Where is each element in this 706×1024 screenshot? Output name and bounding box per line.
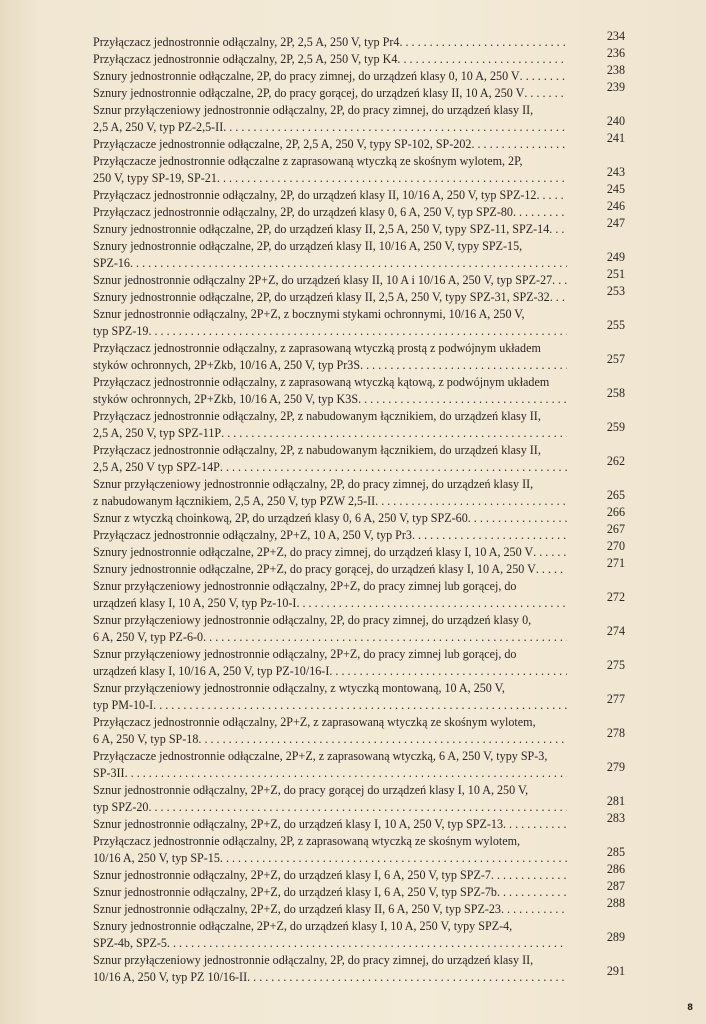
toc-page-number: 265 (606, 488, 625, 502)
toc-entry (93, 680, 625, 714)
toc-entry-text: Sznur jednostronnie odłączalny, 2P+Z, do urządzeń klasy II, 6 A, 250 V, typ SPZ-23 (93, 902, 501, 916)
toc-page-number: 289 (606, 930, 625, 944)
toc-page-number: 287 (606, 879, 625, 893)
toc-entry (93, 646, 625, 680)
dot-leader (153, 697, 567, 714)
toc-page-number: 258 (606, 386, 625, 400)
toc-entry (93, 748, 625, 782)
toc-entry-text: Sznury jednostronnie odłączalne, 2P, do urządzeń klasy II, 2,5 A, 250 V, typy SPZ-11, SPZ-14 (93, 222, 550, 236)
toc-entry-text: 6 A, 250 V, typ SP-18 (93, 732, 199, 746)
dot-leader (501, 901, 567, 918)
dot-leader (503, 816, 567, 833)
toc-entry-last-line (93, 391, 567, 408)
toc-entry-text: Sznur jednostronnie odłączalny, 2P+Z, do urządzeń klasy I, 6 A, 250 V, typ SPZ-7 (93, 868, 491, 882)
toc-page-number: 267 (606, 522, 625, 536)
dot-leader (198, 731, 567, 748)
toc-entry-text: 2,5 A, 250 V typ SPZ-14P (93, 460, 220, 474)
toc-entry-text: Przyłączacz jednostronnie odłączalny, 2P+Z, z zaprasowaną wtyczką ze skośnym wylotem, (93, 715, 536, 729)
dot-leader (217, 170, 567, 187)
toc-page-number: 253 (606, 284, 625, 298)
toc-entry-text: urządzeń klasy I, 10 A, 250 V, typ Pz-10-I (93, 596, 297, 610)
toc-entry (93, 612, 625, 646)
toc-entry-last-line (93, 561, 567, 578)
toc-page-number: 238 (606, 63, 625, 77)
dot-leader (520, 68, 567, 85)
toc-entry-last-line (93, 255, 567, 272)
toc-entry-text: Przyłączacz jednostronnie odłączalny, 2P+Z, 10 A, 250 V, typ Pr3 (93, 528, 412, 542)
toc-entry-text: Sznur przyłączeniowy jednostronnie odłączalny, 2P, do pracy zimnej, do urządzeń klasy 0, (93, 613, 532, 627)
toc-entry (93, 131, 625, 153)
toc-entry (93, 782, 625, 816)
toc-entry-text: typ SPZ-20 (93, 800, 149, 814)
toc-entry (93, 556, 625, 578)
toc-entry-text: SPZ-16 (93, 256, 130, 270)
toc-entry-text: Przyłączacz jednostronnie odłączalny, 2P, do urządzeń klasy 0, 6 A, 250 V, typ SPZ-80 (93, 205, 513, 219)
toc-entry-text: Sznury jednostronnie odłączalne, 2P, do urządzeń klasy II, 10/16 A, 250 V, typy SPZ-15, (93, 239, 523, 253)
dot-leader (550, 289, 567, 306)
toc-entry-last-line (93, 493, 567, 510)
dot-leader (220, 459, 567, 476)
toc-entry-text: Przyłączacz jednostronnie odłączalny, 2P, z nabudowanym łącznikiem, do urządzeń klasy II, (93, 443, 541, 457)
toc-page-number: 277 (606, 692, 625, 706)
toc-page-number: 241 (606, 131, 625, 145)
toc-entry (93, 29, 625, 51)
toc-page-number: 270 (606, 539, 625, 553)
toc-entry-text: Sznury jednostronnie odłączalne, 2P+Z, do pracy zimnej, do urządzeń klasy I, 10 A, 250 V (93, 545, 534, 559)
toc-entry-text: Sznur jednostronnie odłączalny, 2P+Z, do urządzeń klasy I, 6 A, 250 V, typ SPZ-7b (93, 885, 497, 899)
dot-leader (358, 391, 567, 408)
toc-page-number: 286 (606, 862, 625, 876)
dot-leader (375, 493, 567, 510)
toc-page-number: 281 (606, 794, 625, 808)
dot-leader (148, 799, 567, 816)
toc-entry-text: Sznury jednostronnie odłączalne, 2P, do pracy zimnej, do urządzeń klasy 0, 10 A, 250 V (93, 69, 520, 83)
toc-entry-last-line (93, 663, 567, 680)
toc-entry-last-line (93, 697, 567, 714)
toc-entry-text: Sznur z wtyczką choinkową, 2P, do urządzeń klasy 0, 6 A, 250 V, typ SPZ-60 (93, 511, 468, 525)
dot-leader (203, 629, 567, 646)
toc-page-number: 262 (606, 454, 625, 468)
toc-entry-text: Sznur jednostronnie odłączalny, 2P+Z, do urządzeń klasy I, 10 A, 250 V, typ SPZ-13 (93, 817, 503, 831)
toc-entry-text: Sznury jednostronnie odłączalne, 2P, do pracy gorącej, do urządzeń klasy II, 10 A, 250 V (93, 86, 525, 100)
dot-leader (148, 323, 567, 340)
toc-entry-last-line (93, 323, 567, 340)
toc-entry-last-line (93, 901, 567, 918)
toc-page-number: 245 (606, 182, 625, 196)
toc-page-number: 279 (606, 760, 625, 774)
toc-entry-text: Przyłączacz jednostronnie odłączalny, z zaprasowaną wtyczką kątową, z podwójnym układem (93, 375, 550, 389)
toc-entry-last-line (93, 799, 567, 816)
toc-entry-last-line (93, 510, 567, 527)
toc-entry (93, 578, 625, 612)
toc-page-number: 291 (606, 964, 625, 978)
toc-entry-last-line (93, 34, 567, 51)
toc-entry-text: SP-3II (93, 766, 125, 780)
dot-leader (247, 969, 567, 986)
dot-leader (513, 204, 567, 221)
toc-entry-last-line (93, 187, 567, 204)
toc-entry (93, 238, 625, 272)
toc-page-number: 243 (606, 165, 625, 179)
toc-entry (93, 408, 625, 442)
toc-entry-last-line (93, 816, 567, 833)
toc-page-number: 257 (606, 352, 625, 366)
toc-entry (93, 811, 625, 833)
toc-entry (93, 182, 625, 204)
toc-page-number: 249 (606, 250, 625, 264)
toc-entry-text: Przyłączacz jednostronnie odłączalny, 2P, do urządzeń klasy II, 10/16 A, 250 V, typ SPZ-12 (93, 188, 537, 202)
toc-entry-text: Przyłączacze jednostronnie odłączalne, 2P, 2,5 A, 250 V, typy SP-102, SP-202 (93, 137, 472, 151)
page-number: 8 (687, 1003, 693, 1013)
toc-entry (93, 153, 625, 187)
toc-entry-text: styków ochronnych, 2P+Zkb, 10/16 A, 250 V, typ Pr3S (93, 358, 361, 372)
dot-leader (468, 510, 567, 527)
toc-entry-text: Przyłączacze jednostronnie odłączalne, 2P+Z, z zaprasowaną wtyczką, 6 A, 250 V, typy SP-3, (93, 749, 548, 763)
toc-entry-last-line (93, 459, 567, 476)
dot-leader (296, 595, 567, 612)
toc-entry-last-line (93, 527, 567, 544)
toc-entry-text: Sznur przyłączeniowy jednostronnie odłączalny, 2P, do pracy zimnej, do urządzeń klasy II, (93, 103, 534, 117)
toc-entry-text: urządzeń klasy I, 10/16 A, 250 V, typ PZ-10/16-I (93, 664, 330, 678)
toc-entry-text: 10/16 A, 250 V, typ SP-15 (93, 851, 220, 865)
table-of-contents (93, 29, 625, 986)
toc-page-number: 272 (606, 590, 625, 604)
dot-leader (497, 884, 567, 901)
toc-entry-text: typ PM-10-I (93, 698, 154, 712)
toc-entry-text: 2,5 A, 250 V, typ PZ-2,5-II (93, 120, 224, 134)
toc-entry-last-line (93, 595, 567, 612)
toc-entry (93, 879, 625, 901)
toc-entry-last-line (93, 272, 567, 289)
toc-entry-last-line (93, 289, 567, 306)
toc-entry (93, 918, 625, 952)
toc-entry (93, 306, 625, 340)
toc-entry (93, 284, 625, 306)
toc-entry-last-line (93, 204, 567, 221)
toc-entry (93, 862, 625, 884)
toc-entry-last-line (93, 731, 567, 748)
toc-page-number: 240 (606, 114, 625, 128)
toc-entry-text: Przyłączacz jednostronnie odłączalny, 2P, z zaprasowaną wtyczką ze skośnym wylotem, (93, 834, 521, 848)
dot-leader (223, 119, 567, 136)
dot-leader (329, 663, 567, 680)
toc-entry-text: 6 A, 250 V, typ PZ-6-0 (93, 630, 204, 644)
toc-entry-last-line (93, 884, 567, 901)
toc-entry-text: 2,5 A, 250 V, typ SPZ-11P (93, 426, 222, 440)
toc-entry (93, 522, 625, 544)
toc-entry (93, 102, 625, 136)
toc-entry (93, 505, 625, 527)
toc-page-number: 239 (606, 80, 625, 94)
toc-page-number: 274 (606, 624, 625, 638)
toc-entry (93, 216, 625, 238)
toc-entry-text: Sznur przyłączeniowy jednostronnie odłączalny, 2P, do pracy zimnej, do urządzeń klasy II, (93, 477, 534, 491)
toc-entry-text: Sznury jednostronnie odłączalne, 2P+Z, do urządzeń klasy I, 10 A, 250 V, typy SPZ-4, (93, 919, 513, 933)
toc-entry-text: Przyłączacz jednostronnie odłączalny, 2P, 2,5 A, 250 V, typ Pr4 (93, 35, 400, 49)
dot-leader (471, 136, 567, 153)
toc-entry-last-line (93, 85, 567, 102)
toc-entry-last-line (93, 629, 567, 646)
toc-page-number: 275 (606, 658, 625, 672)
toc-entry-last-line (93, 221, 567, 238)
toc-page-number: 288 (606, 896, 625, 910)
toc-entry (93, 896, 625, 918)
dot-leader (549, 221, 567, 238)
toc-entry (93, 267, 625, 289)
toc-entry (93, 63, 625, 85)
toc-page-number: 278 (606, 726, 625, 740)
dot-leader (533, 544, 567, 561)
toc-entry (93, 374, 625, 408)
toc-page-number: 255 (606, 318, 625, 332)
toc-page-number: 234 (606, 29, 625, 43)
toc-entry (93, 833, 625, 867)
toc-page-number: 259 (606, 420, 625, 434)
dot-leader (167, 935, 567, 952)
toc-entry-last-line (93, 935, 567, 952)
toc-entry-last-line (93, 136, 567, 153)
toc-entry (93, 476, 625, 510)
toc-entry-text: Przyłączacze jednostronnie odłączalne z zaprasowaną wtyczką ze skośnym wylotem, 2P, (93, 154, 523, 168)
toc-page-number: 285 (606, 845, 625, 859)
dot-leader (221, 425, 567, 442)
toc-entry-last-line (93, 850, 567, 867)
toc-page-number: 266 (606, 505, 625, 519)
toc-entry-text: Sznur jednostronnie odłączalny, 2P+Z, z bocznymi stykami ochronnymi, 10/16 A, 250 V, (93, 307, 525, 321)
dot-leader (552, 272, 567, 289)
toc-entry-text: Sznur przyłączeniowy jednostronnie odłączalny, 2P+Z, do pracy zimnej lub gorącej, do (93, 647, 517, 661)
toc-entry (93, 952, 625, 986)
toc-entry-last-line (93, 119, 567, 136)
toc-page-number: 246 (606, 199, 625, 213)
toc-entry (93, 340, 625, 374)
toc-entry-text: Sznur przyłączeniowy jednostronnie odłączalny, 2P, do pracy zimnej, do urządzeń klasy II, (93, 953, 534, 967)
toc-entry-last-line (93, 51, 567, 68)
toc-entry-last-line (93, 357, 567, 374)
dot-leader (536, 187, 567, 204)
dot-leader (491, 867, 567, 884)
dot-leader (524, 85, 567, 102)
toc-page-number: 247 (606, 216, 625, 230)
toc-page-number: 236 (606, 46, 625, 60)
dot-leader (412, 527, 567, 544)
toc-entry-last-line (93, 544, 567, 561)
dot-leader (130, 255, 567, 272)
toc-entry (93, 714, 625, 748)
toc-entry-text: Sznur przyłączeniowy jednostronnie odłączalny, z wtyczką montowaną, 10 A, 250 V, (93, 681, 505, 695)
toc-entry-last-line (93, 170, 567, 187)
dot-leader (125, 765, 567, 782)
dot-leader (399, 34, 567, 51)
toc-page-number: 283 (606, 811, 625, 825)
toc-entry-text: z nabudowanym łącznikiem, 2,5 A, 250 V, typ PZW 2,5-II (93, 494, 376, 508)
dot-leader (397, 51, 567, 68)
toc-entry (93, 539, 625, 561)
toc-entry (93, 80, 625, 102)
toc-entry-last-line (93, 867, 567, 884)
toc-entry-text: SPZ-4b, SPZ-5 (93, 936, 167, 950)
toc-entry (93, 199, 625, 221)
toc-entry-last-line (93, 425, 567, 442)
toc-entry-last-line (93, 765, 567, 782)
toc-entry-text: Sznury jednostronnie odłączalne, 2P+Z, do pracy gorącej, do urządzeń klasy I, 10 A, 250 V (93, 562, 536, 576)
toc-entry-text: Przyłączacz jednostronnie odłączalny, z zaprasowaną wtyczką prostą z podwójnym układem (93, 341, 541, 355)
dot-leader (220, 850, 567, 867)
toc-page-number: 251 (606, 267, 625, 281)
toc-entry-text: 250 V, typy SP-19, SP-21 (93, 171, 217, 185)
toc-entry-text: Przyłączacz jednostronnie odłączalny, 2P, 2,5 A, 250 V, typ K4 (93, 52, 398, 66)
toc-entry-text: Sznury jednostronnie odłączalne, 2P, do urządzeń klasy II, 2,5 A, 250 V, typy SPZ-31, SPZ-32 (93, 290, 550, 304)
toc-entry (93, 442, 625, 476)
toc-entry (93, 46, 625, 68)
toc-entry-text: Sznur przyłączeniowy jednostronnie odłączalny, 2P+Z, do pracy zimnej lub gorącej, do (93, 579, 517, 593)
toc-entry-last-line (93, 68, 567, 85)
toc-entry-text: Sznur jednostronnie odłączalny 2P+Z, do urządzeń klasy II, 10 A i 10/16 A, 250 V, typ SPZ-27 (93, 273, 553, 287)
toc-entry-text: styków ochronnych, 2P+Zkb, 10/16 A, 250 V, typ K3S (93, 392, 359, 406)
toc-entry-last-line (93, 969, 567, 986)
toc-entry-text: typ SPZ-19 (93, 324, 149, 338)
toc-entry-text: Przyłączacz jednostronnie odłączalny, 2P, z nabudowanym łącznikiem, do urządzeń klasy II, (93, 409, 541, 423)
toc-page-number: 271 (606, 556, 625, 570)
dot-leader (536, 561, 567, 578)
toc-entry-text: 10/16 A, 250 V, typ PZ 10/16-II (93, 970, 248, 984)
dot-leader (360, 357, 567, 374)
toc-entry-text: Sznur jednostronnie odłączalny, 2P+Z, do pracy gorącej do urządzeń klasy I, 10 A, 250 V, (93, 783, 529, 797)
